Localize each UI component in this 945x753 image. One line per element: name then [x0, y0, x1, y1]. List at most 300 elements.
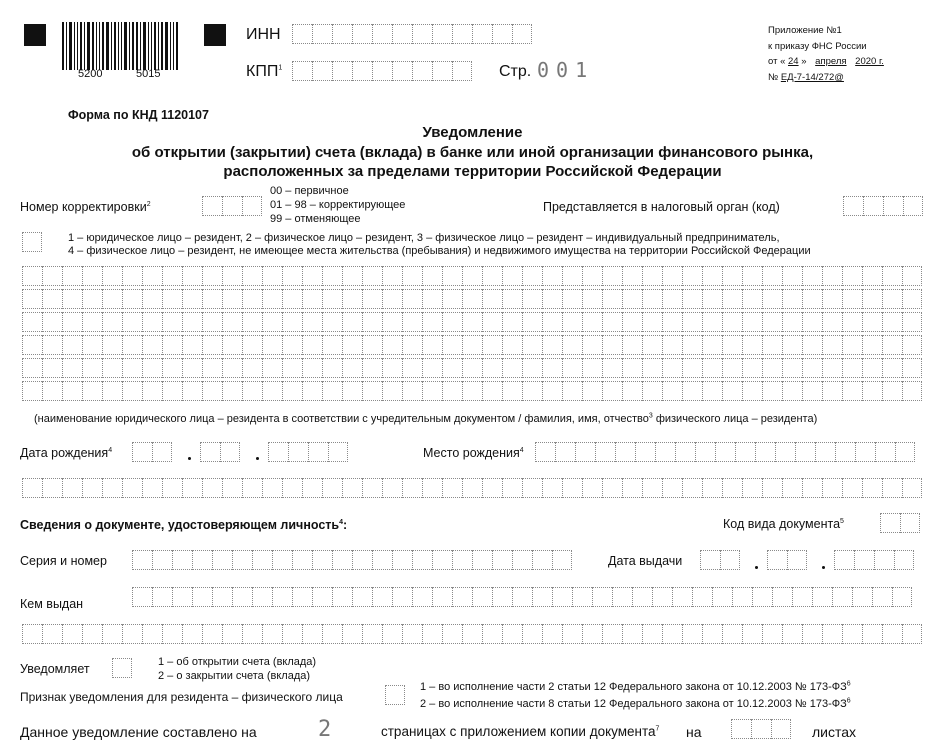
- char-cell[interactable]: [282, 335, 302, 355]
- char-cell[interactable]: [782, 266, 802, 286]
- char-cell[interactable]: [482, 335, 502, 355]
- char-cell[interactable]: [422, 478, 442, 498]
- char-cell[interactable]: [843, 196, 863, 216]
- person-type-field[interactable]: [22, 232, 42, 252]
- char-cell[interactable]: [702, 624, 722, 644]
- char-cell[interactable]: [682, 478, 702, 498]
- char-cell[interactable]: [122, 624, 142, 644]
- char-cell[interactable]: [392, 550, 412, 570]
- char-cell[interactable]: [152, 550, 172, 570]
- char-cell[interactable]: [852, 587, 872, 607]
- char-cell[interactable]: [122, 312, 142, 332]
- char-cell[interactable]: [512, 587, 532, 607]
- char-cell[interactable]: [782, 312, 802, 332]
- char-cell[interactable]: [82, 289, 102, 309]
- char-cell[interactable]: [532, 587, 552, 607]
- char-cell[interactable]: [202, 478, 222, 498]
- char-cell[interactable]: [332, 61, 352, 81]
- char-cell[interactable]: [702, 478, 722, 498]
- char-cell[interactable]: [192, 587, 212, 607]
- char-cell[interactable]: [22, 624, 42, 644]
- char-cell[interactable]: [422, 624, 442, 644]
- char-cell[interactable]: [842, 289, 862, 309]
- name-row[interactable]: [22, 381, 922, 401]
- char-cell[interactable]: [352, 61, 372, 81]
- char-cell[interactable]: [142, 478, 162, 498]
- char-cell[interactable]: [272, 550, 292, 570]
- char-cell[interactable]: [342, 289, 362, 309]
- char-cell[interactable]: [382, 624, 402, 644]
- char-cell[interactable]: [102, 478, 122, 498]
- char-cell[interactable]: [562, 312, 582, 332]
- char-cell[interactable]: [842, 335, 862, 355]
- char-cell[interactable]: [802, 266, 822, 286]
- char-cell[interactable]: [142, 624, 162, 644]
- char-cell[interactable]: [162, 478, 182, 498]
- char-cell[interactable]: [392, 61, 412, 81]
- char-cell[interactable]: [322, 358, 342, 378]
- char-cell[interactable]: [342, 381, 362, 401]
- char-cell[interactable]: [182, 312, 202, 332]
- char-cell[interactable]: [771, 719, 791, 739]
- char-cell[interactable]: [262, 478, 282, 498]
- char-cell[interactable]: [602, 478, 622, 498]
- char-cell[interactable]: [682, 624, 702, 644]
- char-cell[interactable]: [362, 358, 382, 378]
- char-cell[interactable]: [332, 24, 352, 44]
- char-cell[interactable]: [102, 266, 122, 286]
- char-cell[interactable]: [162, 381, 182, 401]
- char-cell[interactable]: [862, 381, 882, 401]
- char-cell[interactable]: [502, 358, 522, 378]
- char-cell[interactable]: [522, 289, 542, 309]
- char-cell[interactable]: [62, 289, 82, 309]
- char-cell[interactable]: [542, 266, 562, 286]
- char-cell[interactable]: [682, 358, 702, 378]
- char-cell[interactable]: [902, 289, 922, 309]
- char-cell[interactable]: [302, 335, 322, 355]
- char-cell[interactable]: [652, 587, 672, 607]
- notify-type-field[interactable]: [112, 658, 132, 678]
- char-cell[interactable]: [202, 266, 222, 286]
- char-cell[interactable]: [682, 266, 702, 286]
- char-cell[interactable]: [622, 312, 642, 332]
- correction-number-field[interactable]: [202, 196, 262, 216]
- char-cell[interactable]: [372, 24, 392, 44]
- char-cell[interactable]: [862, 335, 882, 355]
- inn-field[interactable]: [292, 24, 532, 44]
- char-cell[interactable]: [902, 266, 922, 286]
- char-cell[interactable]: [322, 335, 342, 355]
- char-cell[interactable]: [472, 550, 492, 570]
- char-cell[interactable]: [372, 587, 392, 607]
- char-cell[interactable]: [442, 478, 462, 498]
- char-cell[interactable]: [782, 335, 802, 355]
- char-cell[interactable]: [842, 381, 862, 401]
- char-cell[interactable]: [262, 312, 282, 332]
- char-cell[interactable]: [452, 61, 472, 81]
- char-cell[interactable]: [822, 266, 842, 286]
- char-cell[interactable]: [352, 24, 372, 44]
- char-cell[interactable]: [775, 442, 795, 462]
- char-cell[interactable]: [132, 442, 152, 462]
- char-cell[interactable]: [822, 381, 842, 401]
- series-number-field[interactable]: [132, 550, 572, 570]
- char-cell[interactable]: [762, 266, 782, 286]
- pages-count-value[interactable]: 2: [318, 717, 332, 742]
- char-cell[interactable]: [82, 624, 102, 644]
- char-cell[interactable]: [382, 266, 402, 286]
- char-cell[interactable]: [562, 266, 582, 286]
- char-cell[interactable]: [362, 335, 382, 355]
- char-cell[interactable]: [562, 381, 582, 401]
- char-cell[interactable]: [402, 478, 422, 498]
- char-cell[interactable]: [522, 478, 542, 498]
- char-cell[interactable]: [362, 266, 382, 286]
- char-cell[interactable]: [382, 289, 402, 309]
- char-cell[interactable]: [342, 624, 362, 644]
- char-cell[interactable]: [482, 312, 502, 332]
- char-cell[interactable]: [812, 587, 832, 607]
- char-cell[interactable]: [62, 478, 82, 498]
- char-cell[interactable]: [402, 381, 422, 401]
- char-cell[interactable]: [242, 381, 262, 401]
- char-cell[interactable]: [462, 624, 482, 644]
- tax-authority-code-field[interactable]: [843, 196, 923, 216]
- char-cell[interactable]: [122, 381, 142, 401]
- char-cell[interactable]: [472, 24, 492, 44]
- char-cell[interactable]: [722, 312, 742, 332]
- char-cell[interactable]: [62, 335, 82, 355]
- char-cell[interactable]: [802, 335, 822, 355]
- char-cell[interactable]: [452, 587, 472, 607]
- char-cell[interactable]: [615, 442, 635, 462]
- char-cell[interactable]: [842, 358, 862, 378]
- char-cell[interactable]: [902, 624, 922, 644]
- char-cell[interactable]: [482, 289, 502, 309]
- char-cell[interactable]: [385, 685, 405, 705]
- char-cell[interactable]: [202, 312, 222, 332]
- char-cell[interactable]: [882, 478, 902, 498]
- char-cell[interactable]: [882, 381, 902, 401]
- char-cell[interactable]: [612, 587, 632, 607]
- char-cell[interactable]: [862, 266, 882, 286]
- char-cell[interactable]: [882, 312, 902, 332]
- birth-place-field-row2[interactable]: [22, 478, 922, 498]
- char-cell[interactable]: [731, 719, 751, 739]
- char-cell[interactable]: [582, 312, 602, 332]
- char-cell[interactable]: [242, 312, 262, 332]
- char-cell[interactable]: [222, 381, 242, 401]
- name-row[interactable]: [22, 358, 922, 378]
- char-cell[interactable]: [322, 266, 342, 286]
- char-cell[interactable]: [462, 358, 482, 378]
- char-cell[interactable]: [832, 587, 852, 607]
- char-cell[interactable]: [562, 289, 582, 309]
- char-cell[interactable]: [382, 335, 402, 355]
- char-cell[interactable]: [735, 442, 755, 462]
- char-cell[interactable]: [815, 442, 835, 462]
- char-cell[interactable]: [222, 266, 242, 286]
- char-cell[interactable]: [82, 381, 102, 401]
- char-cell[interactable]: [432, 587, 452, 607]
- char-cell[interactable]: [582, 358, 602, 378]
- char-cell[interactable]: [112, 658, 132, 678]
- char-cell[interactable]: [642, 624, 662, 644]
- char-cell[interactable]: [142, 335, 162, 355]
- char-cell[interactable]: [302, 624, 322, 644]
- char-cell[interactable]: [302, 266, 322, 286]
- char-cell[interactable]: [482, 358, 502, 378]
- char-cell[interactable]: [722, 266, 742, 286]
- char-cell[interactable]: [22, 232, 42, 252]
- char-cell[interactable]: [662, 381, 682, 401]
- char-cell[interactable]: [672, 587, 692, 607]
- char-cell[interactable]: [42, 381, 62, 401]
- char-cell[interactable]: [602, 312, 622, 332]
- char-cell[interactable]: [288, 442, 308, 462]
- char-cell[interactable]: [202, 335, 222, 355]
- char-cell[interactable]: [422, 312, 442, 332]
- char-cell[interactable]: [720, 550, 740, 570]
- char-cell[interactable]: [662, 358, 682, 378]
- char-cell[interactable]: [722, 289, 742, 309]
- char-cell[interactable]: [442, 335, 462, 355]
- birth-place-field[interactable]: [535, 442, 915, 462]
- char-cell[interactable]: [42, 478, 62, 498]
- char-cell[interactable]: [742, 335, 762, 355]
- char-cell[interactable]: [322, 478, 342, 498]
- char-cell[interactable]: [582, 381, 602, 401]
- char-cell[interactable]: [162, 358, 182, 378]
- char-cell[interactable]: [742, 358, 762, 378]
- char-cell[interactable]: [535, 442, 555, 462]
- char-cell[interactable]: [682, 335, 702, 355]
- char-cell[interactable]: [502, 381, 522, 401]
- char-cell[interactable]: [835, 442, 855, 462]
- char-cell[interactable]: [642, 289, 662, 309]
- char-cell[interactable]: [802, 478, 822, 498]
- char-cell[interactable]: [902, 335, 922, 355]
- char-cell[interactable]: [502, 478, 522, 498]
- char-cell[interactable]: [582, 289, 602, 309]
- char-cell[interactable]: [422, 289, 442, 309]
- char-cell[interactable]: [662, 624, 682, 644]
- char-cell[interactable]: [342, 358, 362, 378]
- char-cell[interactable]: [682, 312, 702, 332]
- char-cell[interactable]: [312, 550, 332, 570]
- issue-year-field[interactable]: [834, 550, 914, 570]
- char-cell[interactable]: [82, 478, 102, 498]
- char-cell[interactable]: [702, 335, 722, 355]
- char-cell[interactable]: [162, 624, 182, 644]
- char-cell[interactable]: [102, 289, 122, 309]
- char-cell[interactable]: [352, 587, 372, 607]
- char-cell[interactable]: [822, 312, 842, 332]
- char-cell[interactable]: [582, 624, 602, 644]
- char-cell[interactable]: [622, 624, 642, 644]
- char-cell[interactable]: [412, 61, 432, 81]
- char-cell[interactable]: [712, 587, 732, 607]
- char-cell[interactable]: [782, 478, 802, 498]
- char-cell[interactable]: [242, 478, 262, 498]
- char-cell[interactable]: [787, 550, 807, 570]
- char-cell[interactable]: [692, 587, 712, 607]
- char-cell[interactable]: [222, 478, 242, 498]
- char-cell[interactable]: [642, 312, 662, 332]
- char-cell[interactable]: [402, 335, 422, 355]
- char-cell[interactable]: [762, 478, 782, 498]
- char-cell[interactable]: [42, 335, 62, 355]
- char-cell[interactable]: [882, 335, 902, 355]
- char-cell[interactable]: [302, 478, 322, 498]
- char-cell[interactable]: [875, 442, 895, 462]
- char-cell[interactable]: [382, 381, 402, 401]
- char-cell[interactable]: [162, 312, 182, 332]
- char-cell[interactable]: [782, 624, 802, 644]
- char-cell[interactable]: [212, 550, 232, 570]
- char-cell[interactable]: [322, 381, 342, 401]
- char-cell[interactable]: [602, 289, 622, 309]
- char-cell[interactable]: [702, 381, 722, 401]
- birth-month-field[interactable]: [200, 442, 240, 462]
- char-cell[interactable]: [172, 587, 192, 607]
- char-cell[interactable]: [102, 381, 122, 401]
- char-cell[interactable]: [192, 550, 212, 570]
- char-cell[interactable]: [902, 358, 922, 378]
- char-cell[interactable]: [222, 335, 242, 355]
- char-cell[interactable]: [308, 442, 328, 462]
- char-cell[interactable]: [402, 358, 422, 378]
- char-cell[interactable]: [552, 550, 572, 570]
- char-cell[interactable]: [142, 266, 162, 286]
- char-cell[interactable]: [782, 289, 802, 309]
- char-cell[interactable]: [222, 289, 242, 309]
- char-cell[interactable]: [402, 624, 422, 644]
- char-cell[interactable]: [282, 266, 302, 286]
- char-cell[interactable]: [392, 587, 412, 607]
- char-cell[interactable]: [322, 312, 342, 332]
- char-cell[interactable]: [802, 358, 822, 378]
- char-cell[interactable]: [755, 442, 775, 462]
- char-cell[interactable]: [822, 289, 842, 309]
- char-cell[interactable]: [342, 312, 362, 332]
- char-cell[interactable]: [342, 266, 362, 286]
- char-cell[interactable]: [622, 478, 642, 498]
- char-cell[interactable]: [802, 624, 822, 644]
- char-cell[interactable]: [102, 624, 122, 644]
- char-cell[interactable]: [822, 335, 842, 355]
- char-cell[interactable]: [502, 312, 522, 332]
- char-cell[interactable]: [722, 624, 742, 644]
- char-cell[interactable]: [242, 266, 262, 286]
- char-cell[interactable]: [232, 587, 252, 607]
- char-cell[interactable]: [412, 587, 432, 607]
- char-cell[interactable]: [362, 478, 382, 498]
- char-cell[interactable]: [882, 358, 902, 378]
- char-cell[interactable]: [362, 289, 382, 309]
- char-cell[interactable]: [282, 312, 302, 332]
- char-cell[interactable]: [862, 289, 882, 309]
- char-cell[interactable]: [822, 624, 842, 644]
- char-cell[interactable]: [722, 335, 742, 355]
- char-cell[interactable]: [262, 335, 282, 355]
- char-cell[interactable]: [802, 312, 822, 332]
- char-cell[interactable]: [642, 335, 662, 355]
- char-cell[interactable]: [22, 289, 42, 309]
- char-cell[interactable]: [575, 442, 595, 462]
- char-cell[interactable]: [900, 513, 920, 533]
- char-cell[interactable]: [502, 335, 522, 355]
- char-cell[interactable]: [182, 266, 202, 286]
- char-cell[interactable]: [742, 381, 762, 401]
- char-cell[interactable]: [592, 587, 612, 607]
- char-cell[interactable]: [662, 266, 682, 286]
- char-cell[interactable]: [822, 478, 842, 498]
- char-cell[interactable]: [122, 289, 142, 309]
- char-cell[interactable]: [492, 24, 512, 44]
- char-cell[interactable]: [795, 442, 815, 462]
- char-cell[interactable]: [854, 550, 874, 570]
- char-cell[interactable]: [362, 312, 382, 332]
- char-cell[interactable]: [222, 358, 242, 378]
- char-cell[interactable]: [22, 266, 42, 286]
- char-cell[interactable]: [482, 624, 502, 644]
- name-row[interactable]: [22, 335, 922, 355]
- issued-by-field[interactable]: [132, 587, 912, 607]
- char-cell[interactable]: [22, 312, 42, 332]
- char-cell[interactable]: [502, 624, 522, 644]
- char-cell[interactable]: [222, 624, 242, 644]
- char-cell[interactable]: [874, 550, 894, 570]
- char-cell[interactable]: [232, 550, 252, 570]
- char-cell[interactable]: [862, 478, 882, 498]
- char-cell[interactable]: [292, 587, 312, 607]
- char-cell[interactable]: [42, 624, 62, 644]
- char-cell[interactable]: [522, 266, 542, 286]
- char-cell[interactable]: [152, 442, 172, 462]
- char-cell[interactable]: [262, 381, 282, 401]
- char-cell[interactable]: [42, 289, 62, 309]
- char-cell[interactable]: [562, 478, 582, 498]
- char-cell[interactable]: [742, 289, 762, 309]
- char-cell[interactable]: [462, 478, 482, 498]
- char-cell[interactable]: [715, 442, 735, 462]
- char-cell[interactable]: [382, 358, 402, 378]
- char-cell[interactable]: [902, 478, 922, 498]
- char-cell[interactable]: [482, 478, 502, 498]
- char-cell[interactable]: [675, 442, 695, 462]
- char-cell[interactable]: [82, 335, 102, 355]
- char-cell[interactable]: [22, 381, 42, 401]
- char-cell[interactable]: [332, 587, 352, 607]
- char-cell[interactable]: [328, 442, 348, 462]
- name-row[interactable]: [22, 266, 922, 286]
- char-cell[interactable]: [622, 289, 642, 309]
- char-cell[interactable]: [602, 381, 622, 401]
- birth-year-field[interactable]: [268, 442, 348, 462]
- char-cell[interactable]: [382, 312, 402, 332]
- char-cell[interactable]: [222, 196, 242, 216]
- char-cell[interactable]: [842, 266, 862, 286]
- char-cell[interactable]: [292, 550, 312, 570]
- char-cell[interactable]: [894, 550, 914, 570]
- kpp-field[interactable]: [292, 61, 472, 81]
- char-cell[interactable]: [552, 587, 572, 607]
- char-cell[interactable]: [202, 289, 222, 309]
- char-cell[interactable]: [512, 550, 532, 570]
- char-cell[interactable]: [542, 312, 562, 332]
